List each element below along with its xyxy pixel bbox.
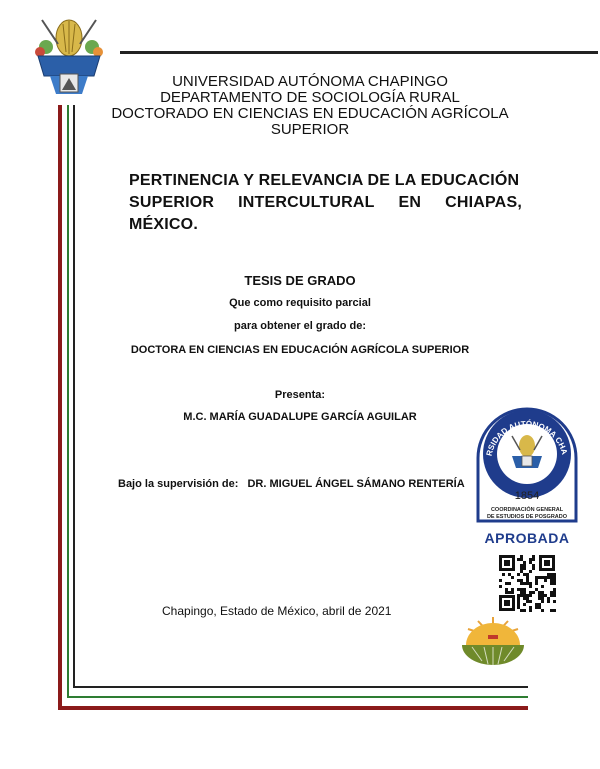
frame-bottom-black-line [73,686,528,688]
requirement-line-1: Que como requisito parcial [229,297,371,309]
title-line-1: PERTINENCIA Y RELEVANCIA DE LA EDUCACIÓN [129,172,520,189]
requirement-line-2: para obtener el grado de: [233,320,367,332]
supervision-line [118,478,518,490]
stamp-year: 1854 [514,490,540,502]
supervision-label: Bajo la supervisión de: [118,478,239,490]
university-name: UNIVERSIDAD AUTÓNOMA CHAPINGO [172,73,448,90]
stamp-coordination-line1: COORDINACIÓN GENERAL [490,507,564,513]
stamp-coordination-line2: DE ESTUDIOS DE POSGRADO [486,514,568,520]
place-date: Chapingo, Estado de México, abril de 2021 [162,604,392,618]
university-logo-icon [28,12,110,100]
thesis-type: TESIS DE GRADO [244,273,356,288]
frame-left-green-line [67,105,69,698]
stamp-status: APROBADA [484,530,570,546]
university-header [100,74,520,138]
frame-top-line [120,51,598,54]
sun-emblem-icon [458,615,528,667]
supervisor-name: DR. MIGUEL ÁNGEL SÁMANO RENTERÍA [247,478,465,490]
frame-left-black-line [73,105,75,688]
author-name: M.C. MARÍA GUADALUPE GARCÍA AGUILAR [183,411,417,423]
title-word: EN [398,194,422,211]
title-word: SUPERIOR [129,194,215,211]
frame-left-red-line [58,105,62,710]
thesis-title [129,170,522,236]
program-name-line2: SUPERIOR [270,121,350,138]
department-name: DEPARTAMENTO DE SOCIOLOGÍA RURAL [160,89,460,106]
title-line-3: MÉXICO. [129,216,198,233]
degree-name: DOCTORA EN CIENCIAS EN EDUCACIÓN AGRÍCOLA SUPERIOR [130,344,470,356]
frame-bottom-red-line [58,706,528,710]
stamp-ring-text: RSIDAD AUTÓNOMA CHA [484,419,570,457]
presented-by-label: Presenta: [274,389,326,401]
program-name-line1: DOCTORADO EN CIENCIAS EN EDUCACIÓN AGRÍCOLA [111,105,509,122]
title-word: CHIAPAS, [445,194,522,211]
qr-code-icon [497,553,557,613]
title-word: INTERCULTURAL [238,194,375,211]
title-line-2 [129,192,522,214]
frame-bottom-green-line [67,696,528,698]
